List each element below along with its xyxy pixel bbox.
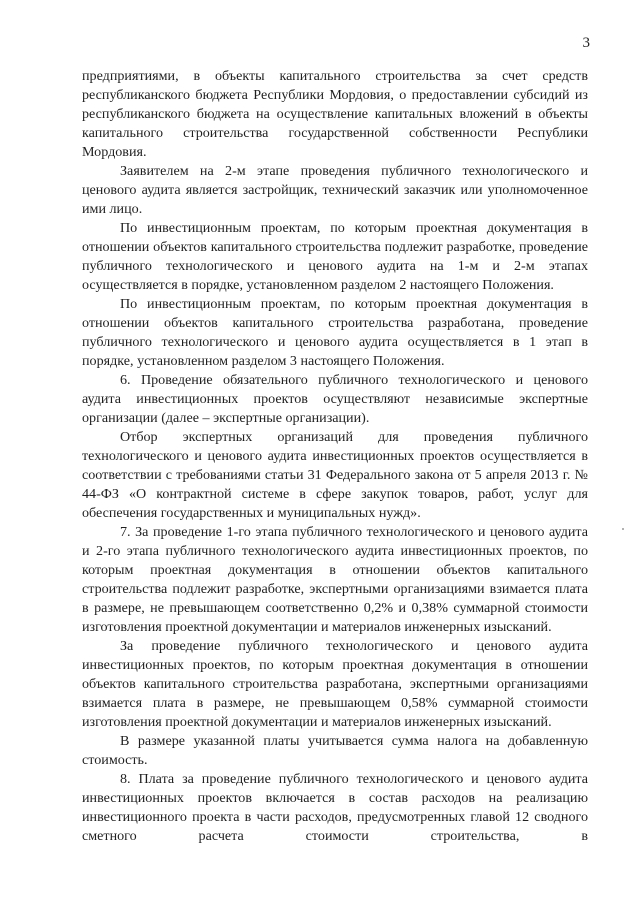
paragraph-4: По инвестиционным проектам, по которым проектная документация в отношении объектов капитального строительства разработана, проведение публичного технологического и ценового аудита осуществляется в 1 этап в порядке, установленном разделом 3 настоящего Положения. [82, 296, 588, 369]
paragraph-8: За проведение публичного технологического и ценового аудита инвестиционных проектов, по которым проектная документация в отношении объектов капитального строительства разработана, экспертными организациями взимается плата в размере, не превышающем 0,58% суммарной стоимости изготовления проектной документации и материалов инженерных изысканий. [82, 638, 588, 730]
paragraph-1: предприятиями, в объекты капитального строительства за счет средств республиканского бюджета Республики Мордовия, о предоставлении субсидий из республиканского бюджета на осуществление капитальных вложений в объекты капитального строительства государственной собственности Республики Мордовия. [82, 68, 588, 160]
paragraph-3: По инвестиционным проектам, по которым проектная документация в отношении объектов капитального строительства подлежит разработке, проведение публичного технологического и ценового аудита на 1-м и 2-м этапах осуществляется в порядке, установленном разделом 2 настоящего Положения. [82, 220, 588, 293]
document-body [82, 67, 588, 846]
paragraph-10: 8. Плата за проведение публичного технологического и ценового аудита инвестиционных проектов включается в состав расходов на реализацию инвестиционного проекта в части расходов, предусмотренных главой 12 сводного сметного расчета стоимости строительства, в [82, 771, 588, 844]
paragraph-2: Заявителем на 2-м этапе проведения публичного технологического и ценового аудита является застройщик, технический заказчик или уполномоченное ими лицо. [82, 163, 588, 217]
paragraph-7: 7. За проведение 1-го этапа публичного технологического и ценового аудита и 2-го этапа публичного технологического аудита инвестиционных проектов, по которым проектная документация в отношении объектов капитального строительства подлежит разработке, экспертными организациями взимается плата в размере, не превышающем соответственно 0,2% и 0,38% суммарной стоимости изготовления проектной документации и материалов инженерных изысканий. [82, 524, 588, 635]
paragraph-5: 6. Проведение обязательного публичного технологического и ценового аудита инвестиционных проектов осуществляют независимые экспертные организации (далее – экспертные организации). [82, 372, 588, 426]
page-number: 3 [582, 35, 590, 51]
paragraph-9: В размере указанной платы учитывается сумма налога на добавленную стоимость. [82, 733, 588, 768]
margin-mark [622, 528, 624, 530]
paragraph-6: Отбор экспертных организаций для проведения публичного технологического и ценового аудита инвестиционных проектов осуществляется в соответствии с требованиями статьи 31 Федерального закона от 5 апреля 2013 г. № 44-ФЗ «О контрактной системе в сфере закупок товаров, работ, услуг для обеспечения государственных и муниципальных нужд». [82, 429, 588, 521]
